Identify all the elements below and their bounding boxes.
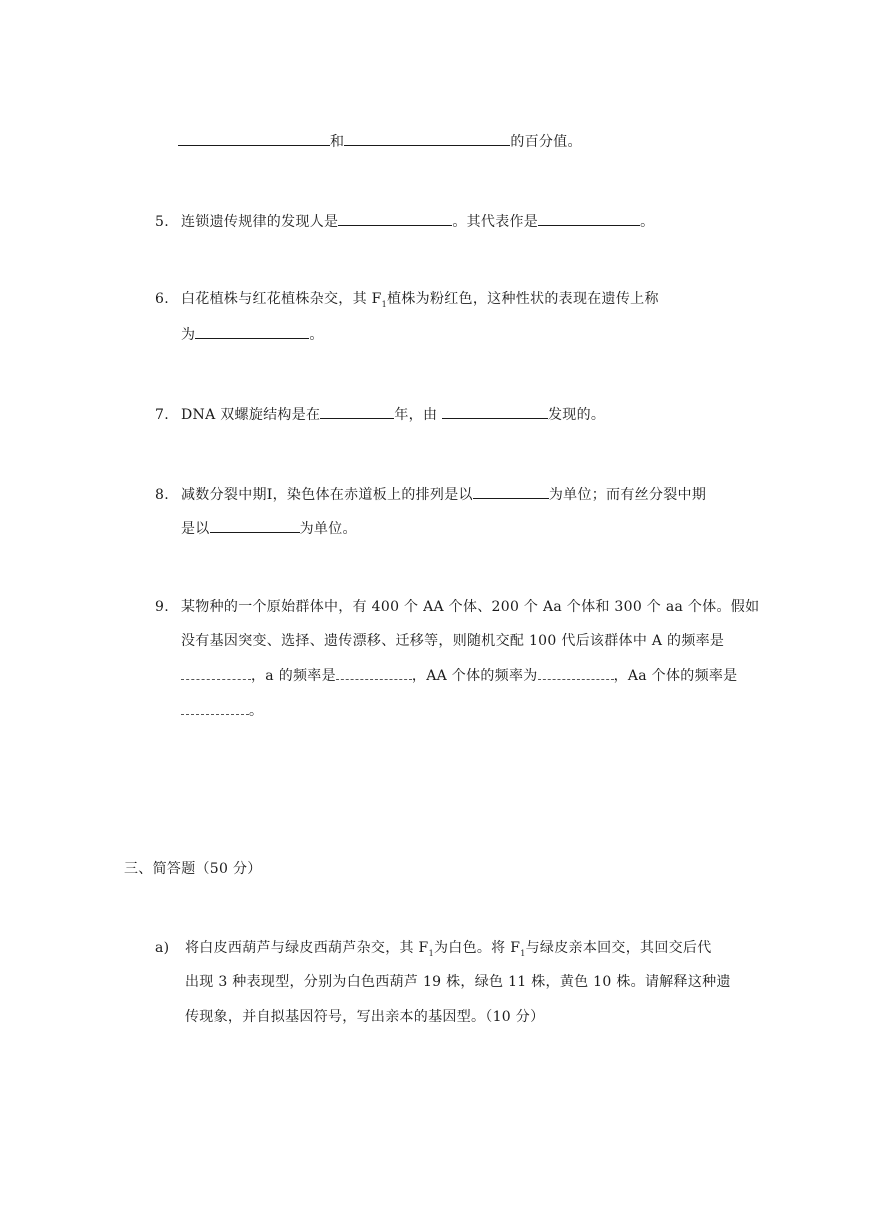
answer-blank[interactable]	[344, 131, 510, 146]
answer-blank[interactable]	[338, 211, 452, 226]
question-9-line3: ，a 的频率是 ，AA 个体的频率为 ，Aa 个体的频率是	[181, 665, 738, 686]
question-7: 7. DNA 双螺旋结构是在 年，由 发现的。	[155, 404, 605, 425]
answer-blank[interactable]	[336, 665, 412, 680]
question-8-line2: 是以 为单位。	[181, 518, 357, 539]
question-5: 5. 连锁遗传规律的发现人是 。其代表作是 。	[155, 211, 654, 232]
answer-blank[interactable]	[538, 665, 614, 680]
answer-blank[interactable]	[181, 700, 249, 715]
section-title: 三、简答题（50 分）	[124, 861, 262, 877]
question-8: 8. 减数分裂中期Ⅰ，染色体在赤道板上的排列是以 为单位；而有丝分裂中期	[155, 484, 706, 505]
answer-blank[interactable]	[195, 324, 309, 339]
answer-blank[interactable]	[442, 404, 548, 419]
q4-continuation: 和 的百分值。	[178, 131, 582, 152]
answer-blank[interactable]	[178, 131, 330, 146]
question-9: 9. 某物种的一个原始群体中，有 400 个 AA 个体、200 个 Aa 个体和 300 个 aa 个体。假如	[155, 599, 760, 615]
answer-blank[interactable]	[210, 518, 300, 533]
answer-blank[interactable]	[473, 484, 549, 499]
question-6-line2: 为 。	[181, 324, 324, 345]
question-a-line2: 出现 3 种表现型，分别为白色西葫芦 19 株，绿色 11 株，黄色 10 株。请解释这种遗	[185, 974, 731, 990]
question-9-line2: 没有基因突变、选择、遗传漂移、迁移等，则随机交配 100 代后该群体中 A 的频率是	[181, 633, 725, 649]
answer-blank[interactable]	[320, 404, 394, 419]
question-a: a) 将白皮西葫芦与绿皮西葫芦杂交，其 $F_1$为白色。将 $F_1$与绿皮亲本回交，其回交后代	[155, 940, 712, 958]
answer-blank[interactable]	[181, 665, 251, 680]
question-a-line3: 传现象，并自拟基因符号，写出亲本的基因型。（10 分）	[185, 1009, 545, 1025]
question-6: 6. 白花植株与红花植株杂交，其 $F_1$植株为粉红色，这种性状的表现在遗传上称	[155, 291, 659, 309]
question-9-line4: 。	[181, 700, 263, 721]
answer-blank[interactable]	[538, 211, 640, 226]
